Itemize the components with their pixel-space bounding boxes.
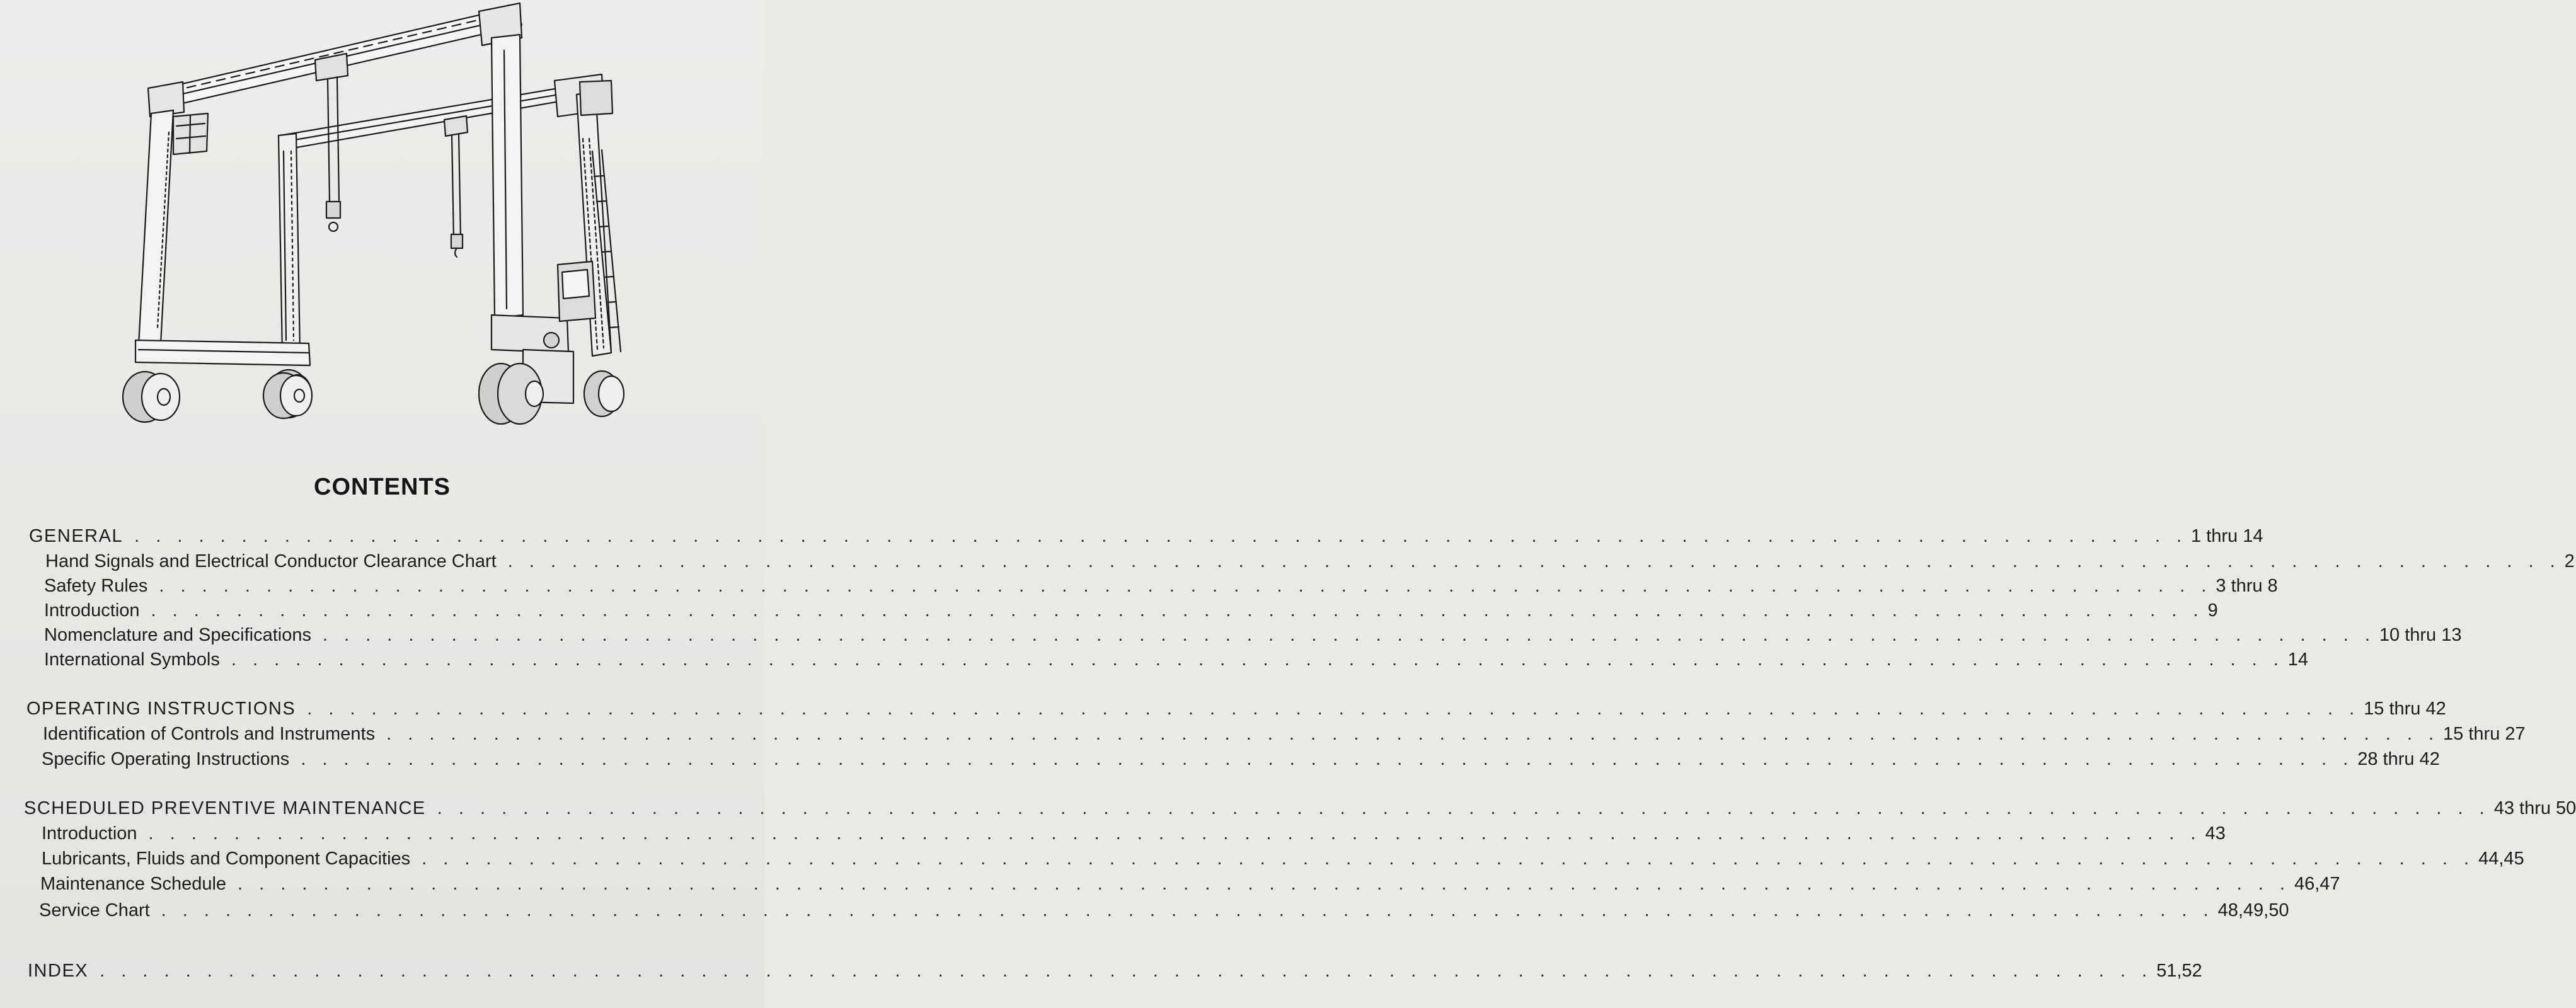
toc-entry[interactable] [44, 644, 2309, 670]
toc-entry[interactable] [44, 595, 2218, 621]
page-range: 9 [2207, 600, 2218, 621]
dot-leader: . . . . . . . . . . . . . . . . . . . . . . . . . . . . . . . . . . . . . . . . . . . . . . . . . . . . . . . . . . . . . . . . . . . . . . . . . . . . . . . . . . . . . . . . . . . . . . . . [507, 551, 2561, 571]
page-range: 46,47 [2294, 874, 2340, 894]
toc-section-general[interactable] [29, 520, 2263, 546]
toc-entry[interactable] [45, 546, 2575, 571]
page-range: 3 thru 8 [2216, 576, 2278, 596]
toc-entry[interactable] [42, 743, 2440, 769]
toc-entry-label: Introduction [42, 823, 137, 844]
toc-entry[interactable] [42, 818, 2226, 844]
toc-section-scheduled-preventive-maintenance[interactable] [24, 793, 2576, 818]
dot-leader: . . . . . . . . . . . . . . . . . . . . . . . . . . . . . . . . . . . . . . . . . . . . . . . . . . . . . . . . . . . . . . . . . . . . . . . . . . . . . . . . . . . . . . . . . . . . . . . . [301, 749, 2354, 769]
page-range: 51,52 [2156, 961, 2202, 981]
toc-entry[interactable] [40, 868, 2340, 894]
dot-leader: . . . . . . . . . . . . . . . . . . . . . . . . . . . . . . . . . . . . . . . . . . . . . . . . . . . . . . . . . . . . . . . . . . . . . . . . . . . . . . . . . . . . . . . . . . . . . . . . [322, 625, 2376, 645]
toc-entry-label: Safety Rules [44, 576, 148, 596]
toc-heading: OPERATING INSTRUCTIONS [26, 699, 296, 719]
page-range: 44,45 [2478, 849, 2524, 869]
toc-section-operating-instructions[interactable] [26, 693, 2446, 719]
page-range: 1 thru 14 [2191, 526, 2263, 546]
page-range: 14 [2287, 650, 2309, 670]
page-range: 10 thru 13 [2379, 625, 2462, 645]
toc-entry-label: Lubricants, Fluids and Component Capacities [42, 849, 411, 869]
toc-heading: SCHEDULED PREVENTIVE MAINTENANCE [24, 798, 426, 818]
page-range: 28 thru 42 [2357, 749, 2440, 769]
dot-leader: . . . . . . . . . . . . . . . . . . . . . . . . . . . . . . . . . . . . . . . . . . . . . . . . . . . . . . . . . . . . . . . . . . . . . . . . . . . . . . . . . . . . . . . . . . . . . . . . [437, 798, 2490, 818]
dot-leader: . . . . . . . . . . . . . . . . . . . . . . . . . . . . . . . . . . . . . . . . . . . . . . . . . . . . . . . . . . . . . . . . . . . . . . . . . . . . . . . . . . . . . . . . . . . . . . . . [161, 900, 2214, 920]
toc-entry-label: Identification of Controls and Instruments [43, 724, 376, 744]
dot-leader: . . . . . . . . . . . . . . . . . . . . . . . . . . . . . . . . . . . . . . . . . . . . . . . . . . . . . . . . . . . . . . . . . . . . . . . . . . . . . . . . . . . . . . . . . . . . . . . . [422, 849, 2475, 869]
dot-leader: . . . . . . . . . . . . . . . . . . . . . . . . . . . . . . . . . . . . . . . . . . . . . . . . . . . . . . . . . . . . . . . . . . . . . . . . . . . . . . . . . . . . . . . . . . . . . . . . [386, 724, 2440, 744]
toc-entry-label: Nomenclature and Specifications [44, 625, 311, 645]
dot-leader: . . . . . . . . . . . . . . . . . . . . . . . . . . . . . . . . . . . . . . . . . . . . . . . . . . . . . . . . . . . . . . . . . . . . . . . . . . . . . . . . . . . . . . . . . . . . . . . . [151, 600, 2204, 621]
toc-heading: GENERAL [29, 526, 124, 546]
dot-leader: . . . . . . . . . . . . . . . . . . . . . . . . . . . . . . . . . . . . . . . . . . . . . . . . . . . . . . . . . . . . . . . . . . . . . . . . . . . . . . . . . . . . . . . . . . . . . . . . [159, 576, 2212, 596]
page-range: 15 thru 42 [2364, 699, 2446, 719]
page-title: CONTENTS [314, 474, 451, 500]
toc-entry-label: Maintenance Schedule [40, 874, 227, 894]
dot-leader: . . . . . . . . . . . . . . . . . . . . . . . . . . . . . . . . . . . . . . . . . . . . . . . . . . . . . . . . . . . . . . . . . . . . . . . . . . . . . . . . . . . . . . . . . . . . . . . . [307, 699, 2360, 719]
page-range: 15 thru 27 [2443, 724, 2526, 744]
toc-entry-label: International Symbols [44, 650, 220, 670]
dot-leader: . . . . . . . . . . . . . . . . . . . . . . . . . . . . . . . . . . . . . . . . . . . . . . . . . . . . . . . . . . . . . . . . . . . . . . . . . . . . . . . . . . . . . . . . . . . . . . . . [238, 874, 2291, 894]
toc-entry[interactable] [44, 570, 2278, 596]
dot-leader: . . . . . . . . . . . . . . . . . . . . . . . . . . . . . . . . . . . . . . . . . . . . . . . . . . . . . . . . . . . . . . . . . . . . . . . . . . . . . . . . . . . . . . . . . . . . . . . . [100, 961, 2153, 981]
toc-entry-label: Service Chart [39, 900, 150, 920]
toc-heading: INDEX [28, 961, 89, 981]
toc-entry-label: Introduction [44, 600, 140, 621]
toc-entry[interactable] [42, 843, 2524, 869]
toc-entry[interactable] [39, 895, 2289, 920]
page-range: 48,49,50 [2217, 900, 2289, 920]
page-range: 43 [2205, 823, 2226, 844]
toc-entry[interactable] [43, 718, 2526, 744]
dot-leader: . . . . . . . . . . . . . . . . . . . . . . . . . . . . . . . . . . . . . . . . . . . . . . . . . . . . . . . . . . . . . . . . . . . . . . . . . . . . . . . . . . . . . . . . . . . . . . . . [231, 650, 2284, 670]
page-range: 43 thru 50 [2493, 798, 2576, 818]
toc-entry-label: Specific Operating Instructions [42, 749, 290, 769]
toc-entry-label: Hand Signals and Electrical Conductor Clearance Chart [45, 551, 497, 571]
toc-section-index[interactable] [28, 955, 2202, 981]
toc-entry[interactable] [44, 619, 2462, 645]
dot-leader: . . . . . . . . . . . . . . . . . . . . . . . . . . . . . . . . . . . . . . . . . . . . . . . . . . . . . . . . . . . . . . . . . . . . . . . . . . . . . . . . . . . . . . . . . . . . . . . . [134, 526, 2188, 546]
page-range: 2 [2564, 551, 2575, 571]
dot-leader: . . . . . . . . . . . . . . . . . . . . . . . . . . . . . . . . . . . . . . . . . . . . . . . . . . . . . . . . . . . . . . . . . . . . . . . . . . . . . . . . . . . . . . . . . . . . . . . . [148, 823, 2202, 844]
